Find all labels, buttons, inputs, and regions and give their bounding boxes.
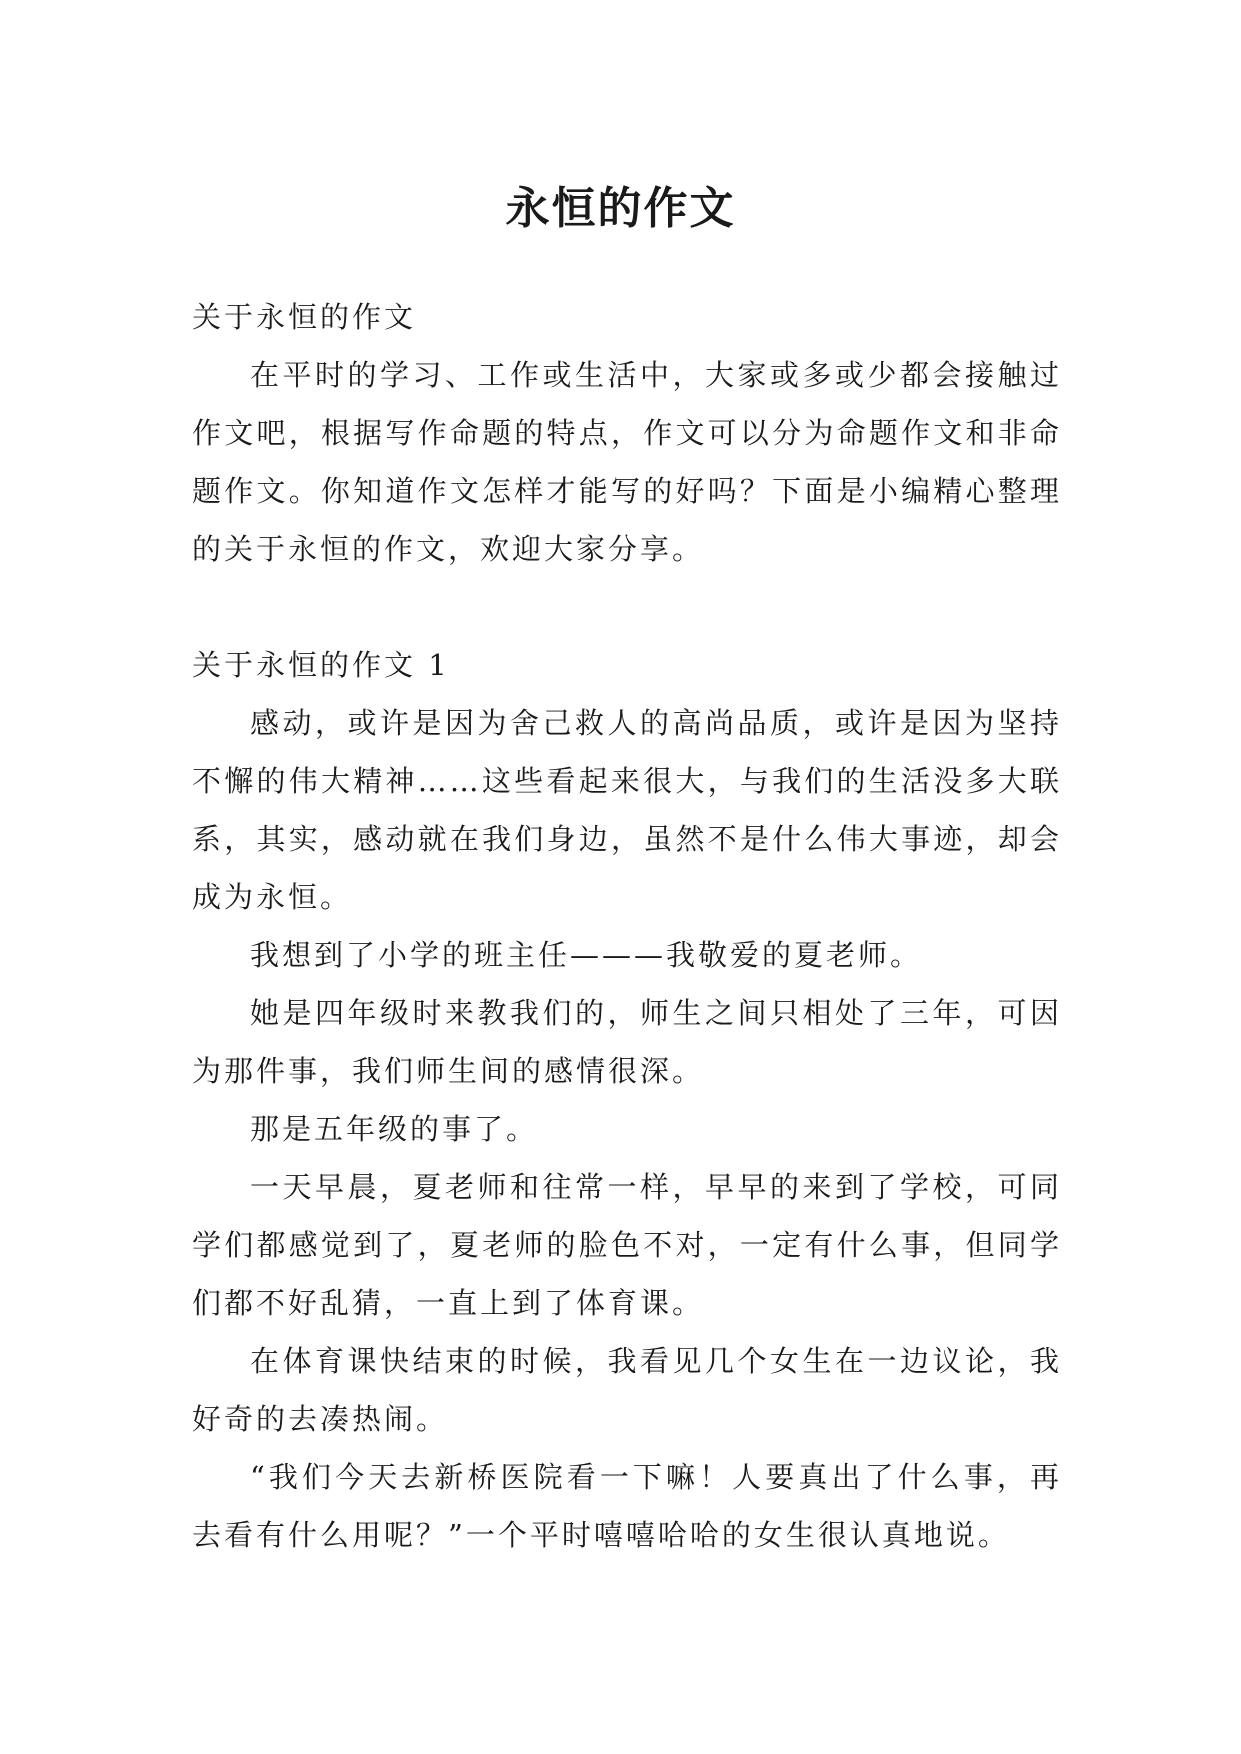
section1-paragraph: 那是五年级的事了。	[250, 1112, 539, 1146]
section1-heading: 关于永恒的作文 1	[192, 648, 450, 682]
intro-paragraph: 在平时的学习、工作或生活中，大家或多或少都会接触过作文吧，根据写作命题的特点，作文可以分为命题作文和非命题作文。你知道作文怎样才能写的好吗？下面是小编精心整理的关于永恒的作文，欢迎大家分享。	[192, 358, 1062, 566]
section1-paragraph: 在体育课快结束的时候，我看见几个女生在一边议论，我好奇的去凑热闹。	[192, 1344, 1062, 1436]
section1-paragraph: “我们今天去新桥医院看一下嘛！人要真出了什么事，再去看有什么用呢？”一个平时嘻嘻哈哈的女生很认真地说。	[192, 1460, 1062, 1552]
intro-heading: 关于永恒的作文	[192, 300, 417, 334]
section-spacer	[192, 578, 1062, 636]
section1-paragraph: 一天早晨，夏老师和往常一样，早早的来到了学校，可同学们都感觉到了，夏老师的脸色不对，一定有什么事，但同学们都不好乱猜，一直上到了体育课。	[192, 1170, 1062, 1320]
document-body	[192, 288, 1062, 1564]
section1-paragraph: 我想到了小学的班主任———我敬爱的夏老师。	[250, 938, 923, 972]
document-title: 永恒的作文	[505, 183, 736, 235]
section1-paragraph: 感动，或许是因为舍己救人的高尚品质，或许是因为坚持不懈的伟大精神……这些看起来很大，与我们的生活没多大联系，其实，感动就在我们身边，虽然不是什么伟大事迹，却会成为永恒。	[192, 706, 1062, 914]
section1-paragraph: 她是四年级时来教我们的，师生之间只相处了三年，可因为那件事，我们师生间的感情很深。	[192, 996, 1062, 1088]
